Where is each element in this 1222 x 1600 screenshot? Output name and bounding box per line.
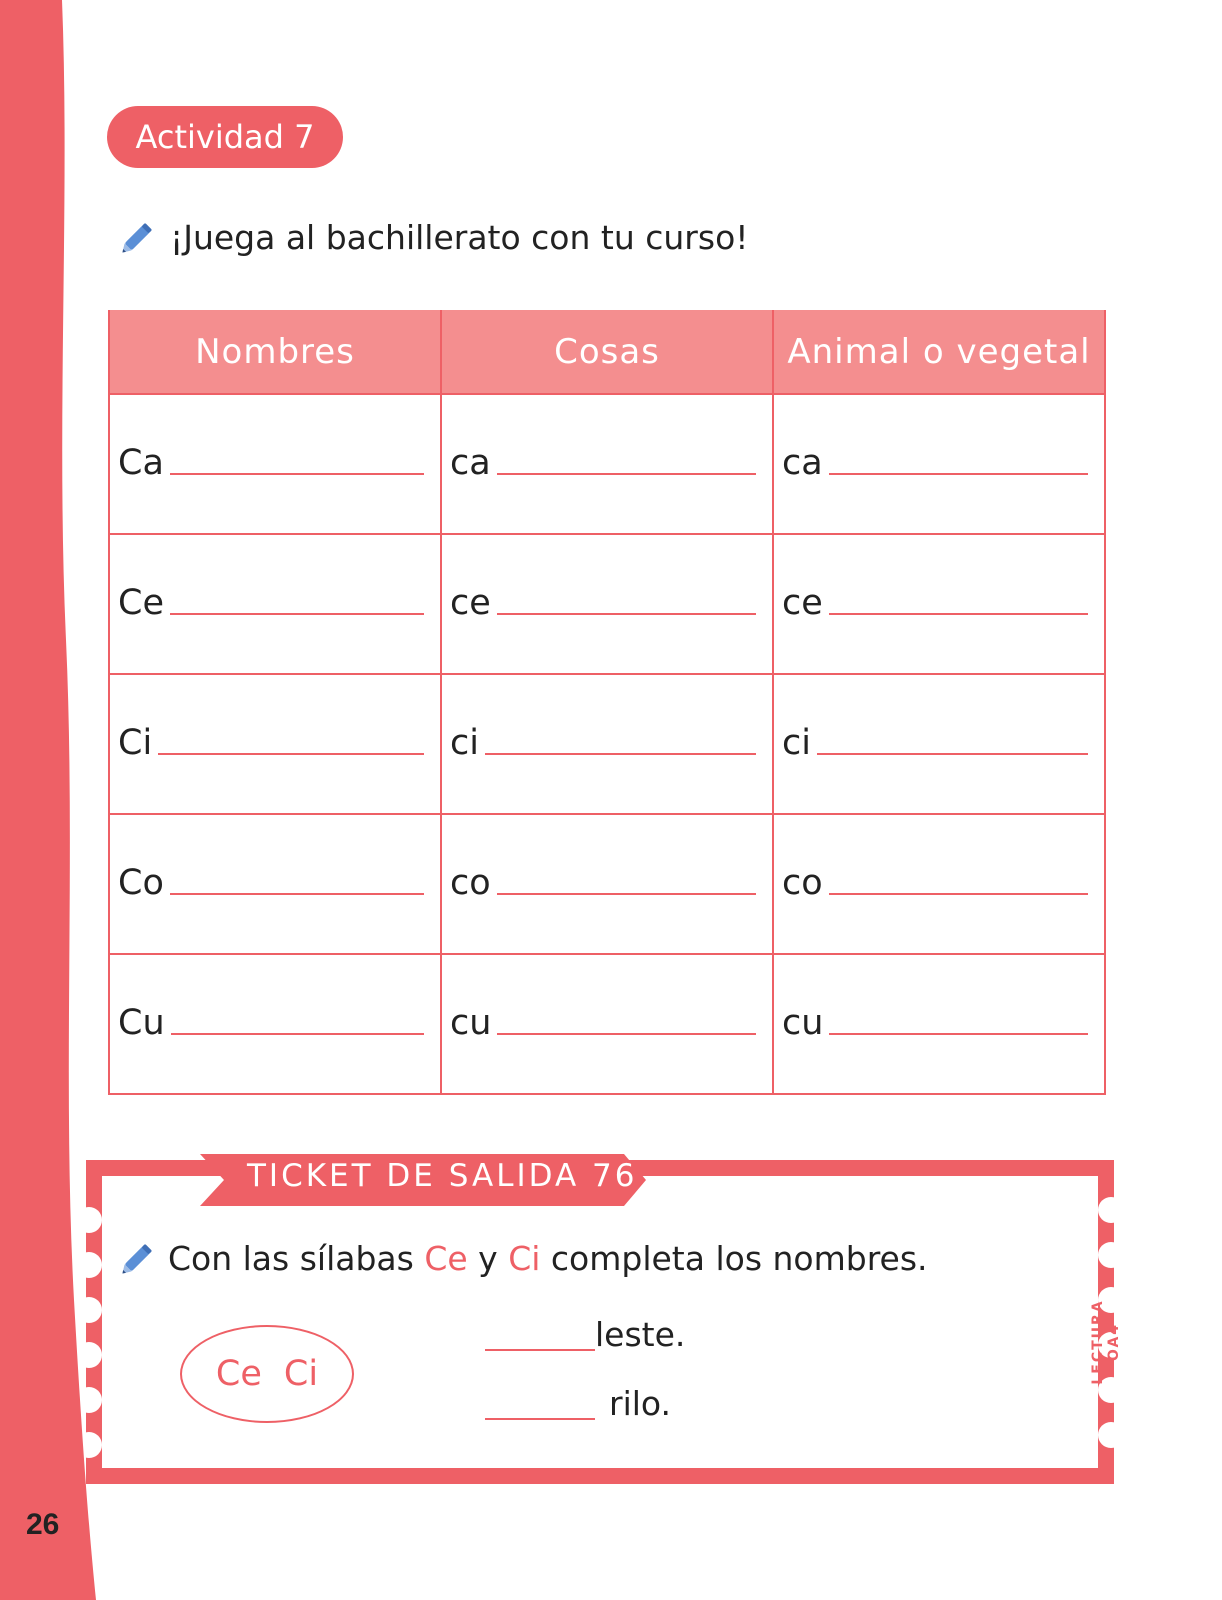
- syllable-prompt: ca: [782, 443, 823, 483]
- highlight-syllable-ci: Ci: [508, 1238, 541, 1278]
- instruction-text-mid: y: [467, 1238, 509, 1278]
- syllable-prompt: cu: [782, 1003, 824, 1043]
- table-row: [109, 674, 1105, 814]
- table-cell: [773, 954, 1105, 1094]
- answer-line[interactable]: [497, 613, 756, 615]
- answer-line[interactable]: [829, 473, 1088, 475]
- table-cell: [773, 674, 1105, 814]
- instruction-text-before: Con las sílabas: [168, 1238, 425, 1278]
- table-row: [109, 534, 1105, 674]
- syllable-ci: Ci: [283, 1354, 319, 1394]
- pencil-icon: [118, 217, 158, 257]
- table-row: [109, 394, 1105, 534]
- table-cell: [109, 674, 441, 814]
- syllable-prompt: Ci: [118, 723, 153, 763]
- table-cell: [441, 954, 773, 1094]
- syllable-prompt: Cu: [118, 1003, 165, 1043]
- answer-line[interactable]: [829, 1033, 1088, 1035]
- ticket-title: TICKET DE SALIDA 76: [247, 1158, 638, 1194]
- syllable-prompt: ce: [782, 583, 823, 623]
- syllable-oval: [180, 1325, 354, 1423]
- table-cell: [773, 814, 1105, 954]
- word-blank[interactable]: [485, 1388, 595, 1420]
- answer-line[interactable]: [497, 1033, 756, 1035]
- table-cell: [109, 394, 441, 534]
- instruction-text-after: completa los nombres.: [540, 1238, 928, 1278]
- word-suffix: leste.: [595, 1315, 686, 1354]
- answer-line[interactable]: [829, 613, 1088, 615]
- answer-line[interactable]: [497, 473, 756, 475]
- pencil-icon: [118, 1238, 158, 1278]
- table-cell: [773, 394, 1105, 534]
- table-cell: [773, 534, 1105, 674]
- highlight-syllable-ce: Ce: [424, 1238, 468, 1278]
- answer-line[interactable]: [485, 753, 756, 755]
- table-cell: [109, 814, 441, 954]
- table-cell: [441, 534, 773, 674]
- syllable-prompt: ce: [450, 583, 491, 623]
- syllable-prompt: cu: [450, 1003, 492, 1043]
- table-header-row: [109, 310, 1105, 394]
- page-number: 26: [26, 1508, 60, 1541]
- syllable-prompt: co: [782, 863, 823, 903]
- table-row: [109, 814, 1105, 954]
- syllable-prompt: co: [450, 863, 491, 903]
- answer-line[interactable]: [171, 1033, 424, 1035]
- table-cell: [441, 814, 773, 954]
- syllable-prompt: Ca: [118, 443, 164, 483]
- table-cell: [441, 674, 773, 814]
- table-row: [109, 954, 1105, 1094]
- table-cell: [109, 534, 441, 674]
- answer-line[interactable]: [817, 753, 1088, 755]
- word-blank[interactable]: [485, 1319, 595, 1351]
- table-cell: [441, 394, 773, 534]
- ticket-side-label: LECTURA OA4: [1090, 1299, 1122, 1385]
- syllable-prompt: Ce: [118, 583, 164, 623]
- answer-line[interactable]: [170, 473, 424, 475]
- ticket-instruction: [118, 1238, 928, 1278]
- table-cell: [109, 954, 441, 1094]
- syllable-prompt: Co: [118, 863, 164, 903]
- activity-instruction: [118, 212, 748, 262]
- answer-line[interactable]: [829, 893, 1088, 895]
- word-suffix: rilo.: [609, 1384, 672, 1423]
- syllable-ce: Ce: [215, 1354, 262, 1394]
- word-row: [485, 1384, 672, 1423]
- answer-line[interactable]: [158, 753, 424, 755]
- syllable-prompt: ci: [782, 723, 811, 763]
- instruction-text: ¡Juega al bachillerato con tu curso!: [170, 217, 749, 257]
- syllable-prompt: ca: [450, 443, 491, 483]
- answer-line[interactable]: [497, 893, 756, 895]
- column-header-cosas: Cosas: [441, 310, 773, 394]
- column-header-nombres: Nombres: [109, 310, 441, 394]
- bachillerato-table: [108, 310, 1106, 1095]
- word-row: [485, 1315, 686, 1354]
- answer-line[interactable]: [170, 893, 424, 895]
- column-header-animal-vegetal: Animal o vegetal: [773, 310, 1105, 394]
- syllable-prompt: ci: [450, 723, 479, 763]
- activity-badge: Actividad 7: [107, 106, 343, 168]
- answer-line[interactable]: [170, 613, 424, 615]
